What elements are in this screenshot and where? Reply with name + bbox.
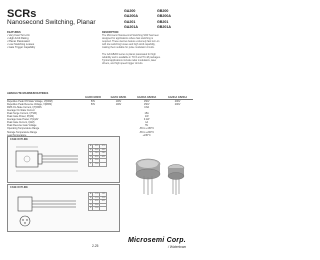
- dimension-value: [100, 207, 107, 211]
- rating-value: +230°C: [142, 133, 151, 137]
- rating-value: 100V: [115, 103, 122, 107]
- ratings-table: [7, 96, 193, 137]
- description-line: The Microsemi Nanosecond Switching SCR has been: [102, 34, 159, 38]
- part-number: GA200: [124, 9, 136, 13]
- ratings-section: [7, 92, 193, 137]
- package-drawing-2: [12, 191, 82, 229]
- rating-value: 1W: [144, 115, 149, 119]
- rating-value: 150V: [143, 100, 150, 104]
- dimension-label: D: [90, 155, 92, 158]
- rating-value: 0.8A: [144, 106, 150, 110]
- dimension-value: .305: [94, 148, 99, 151]
- part-number-list: [124, 9, 190, 30]
- dimension-value: .016: [94, 200, 99, 203]
- rating-parameter: RMS On-State Current, I(T)RMS: [7, 106, 42, 110]
- feature-item: • Planar Passivated: [7, 40, 30, 44]
- dimension-value: .100: [94, 207, 99, 210]
- description-line: The GA/GB200 series is planar passivated for high: [102, 52, 156, 56]
- features-heading: FEATURES: [7, 31, 21, 34]
- rating-parameter: Peak Reverse Gate Voltage: [7, 124, 37, 128]
- rating-value: 100V: [115, 100, 122, 104]
- rating-parameter: Operating Temperature Range: [7, 127, 40, 131]
- dimension-value: .021: [101, 155, 106, 158]
- rating-value: GA201 GB201: [106, 96, 131, 100]
- dimension-label: E: [90, 207, 92, 210]
- page-number: 2-25: [92, 244, 99, 248]
- part-number: GB201: [157, 19, 169, 24]
- rating-parameter: Storage Temperature Range: [7, 130, 38, 134]
- dimension-label: A: [90, 193, 92, 195]
- logo-subtext: / Watertown: [168, 245, 187, 249]
- product-title: SCRs: [7, 8, 37, 20]
- rating-parameter: Peak Surge Current, I(TSM): [7, 112, 37, 116]
- dimension-row: [89, 155, 107, 159]
- rating-parameter: Peak Gate Current, I(GM): [7, 121, 35, 125]
- dimension-row: [89, 196, 107, 200]
- dimension-value: .210: [101, 196, 106, 199]
- dimension-value: .500: [94, 203, 99, 206]
- description-line: required. These devices feature extremely fast turn-on: [102, 40, 160, 44]
- dimension-value: [100, 162, 107, 166]
- ratings-heading: ABSOLUTE MAXIMUM RATINGS: [7, 92, 49, 95]
- package-heading: CASE OUTLINE: [10, 186, 28, 189]
- part-number: GA201A: [124, 24, 138, 29]
- feature-item: • Low Switching Losses: [7, 43, 35, 47]
- feature-item: • Very Fast Turn-On: [7, 34, 30, 38]
- dimension-value: .500: [94, 159, 99, 162]
- description-line: with low switching losses and high dv/dt capability,: [102, 43, 156, 47]
- rating-parameter: Peak Gate Power, P(GM): [7, 115, 34, 119]
- description-line: reliability and is available in TO-5 and TO-18 packages.: [102, 55, 161, 59]
- dimension-value: .370: [101, 145, 106, 147]
- dimension-table-1: [88, 144, 107, 167]
- package-outline-box-2: [7, 184, 120, 232]
- dimension-value: .335: [94, 145, 99, 147]
- dimension-row: [89, 207, 107, 211]
- description-line: designed for applications where fast switching is: [102, 37, 154, 41]
- dimension-value: .200: [94, 162, 99, 165]
- rating-value: 50V: [90, 100, 96, 104]
- dimension-value: .240: [94, 152, 99, 155]
- rating-parameter: Repetitive Peak Off-State Voltage, V(DRM): [7, 100, 53, 104]
- description-line: drivers, and high speed trigger circuits.: [102, 61, 144, 65]
- dimension-label: C: [90, 152, 92, 155]
- rating-value: 5V: [145, 124, 149, 128]
- rating-value: 0.1W: [143, 118, 150, 122]
- dimension-value: .016: [94, 155, 99, 158]
- dimension-label: B: [90, 196, 92, 199]
- part-number: GB200: [157, 9, 169, 13]
- dimension-value: .170: [94, 196, 99, 199]
- part-number: GA201: [124, 19, 136, 24]
- rating-value: GA200 GB200: [80, 96, 105, 100]
- description-line: Typical applications include radar modulators, laser: [102, 58, 157, 62]
- part-number: GB200A: [157, 14, 171, 19]
- rating-value: -65 to +200°C: [139, 130, 155, 134]
- microsemi-logo: [128, 237, 190, 250]
- rating-parameter: Average On-State Current: [7, 109, 35, 113]
- dimension-value: .260: [101, 152, 106, 155]
- dimension-value: .195: [101, 193, 106, 195]
- description-block: [102, 31, 194, 65]
- dimension-row: [89, 200, 107, 204]
- description-heading: DESCRIPTION: [102, 31, 119, 34]
- feature-item: • Gate Trigger Capability: [7, 46, 36, 50]
- logo-name: Microsemi Corp.: [128, 237, 186, 244]
- package-heading: CASE OUTLINE: [10, 138, 28, 141]
- part-number: GB201A: [157, 24, 171, 29]
- part-number: GA200A: [124, 14, 138, 19]
- transistor-photo-metal-can: [130, 146, 192, 196]
- package-drawing-1: [12, 143, 82, 179]
- product-subtitle: Nanosecond Switching, Planar: [7, 19, 96, 26]
- rating-value: 150V: [143, 103, 150, 107]
- dimension-label: C: [90, 200, 92, 203]
- dimension-row: [89, 145, 107, 149]
- rating-value: -65 to +150°C: [139, 127, 155, 131]
- dimension-row: [89, 152, 107, 156]
- rating-value: 200V: [174, 100, 181, 104]
- dimension-row: [89, 193, 107, 197]
- dimension-value: .021: [101, 200, 106, 203]
- dimension-row: [89, 148, 107, 152]
- rating-value: GA200A GB200A: [131, 96, 162, 100]
- dimension-table-2: [88, 192, 107, 211]
- dimension-label: D: [90, 203, 92, 206]
- rating-value: [162, 134, 193, 137]
- rating-value: 15A: [144, 112, 149, 116]
- dimension-value: .335: [101, 148, 106, 151]
- rating-value: 200V: [174, 103, 181, 107]
- features-list: [7, 31, 85, 50]
- description-line: making them suitable for pulse modulator circuits.: [102, 46, 155, 50]
- rating-parameter: Repetitive Peak Reverse Voltage, V(RRM): [7, 103, 52, 107]
- rating-value: 1A: [145, 121, 149, 125]
- dimension-label: A: [90, 145, 92, 147]
- rating-value: 50V: [90, 103, 96, 107]
- feature-item: • High dv/dt Rating: [7, 37, 29, 41]
- rating-parameter: Average Gate Power, P(G)AV: [7, 118, 39, 122]
- package-outline-box-1: [7, 136, 120, 183]
- dimension-label: B: [90, 148, 92, 151]
- dimension-value: .178: [94, 193, 99, 195]
- dimension-label: E: [90, 159, 92, 162]
- dimension-row: [89, 162, 107, 166]
- rating-value: GA201A GB201A: [162, 96, 193, 100]
- dimension-label: F: [90, 162, 92, 165]
